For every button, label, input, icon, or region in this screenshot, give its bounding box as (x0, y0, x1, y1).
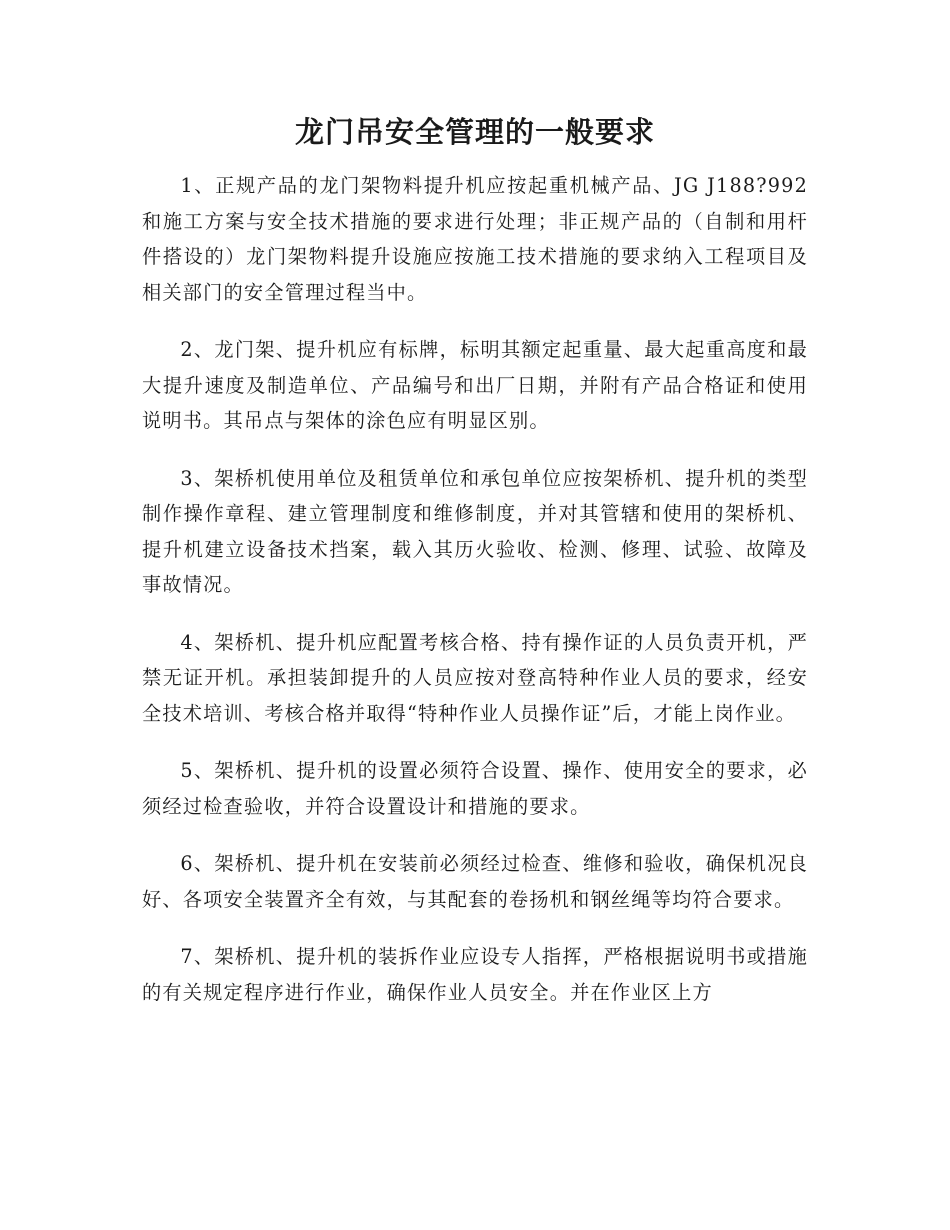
paragraph-7: 7、架桥机、提升机的装拆作业应设专人指挥，严格根据说明书或措施的有关规定程序进行作业，确保作业人员安全。并在作业区上方 (142, 945, 808, 1004)
paragraph-6: 6、架桥机、提升机在安装前必须经过检查、维修和验收，确保机况良好、各项安全装置齐全有效，与其配套的卷扬机和钢丝绳等均符合要求。 (142, 852, 808, 911)
paragraph-3: 3、架桥机使用单位及租赁单位和承包单位应按架桥机、提升机的类型制作操作章程、建立管理制度和维修制度，并对其管辖和使用的架桥机、提升机建立设备技术挡案，载入其历火验收、检测、修理、试验、故障及事故情况。 (142, 466, 808, 596)
document-body (142, 168, 808, 1032)
document-title: 龙门吊安全管理的一般要求 (294, 115, 655, 149)
paragraph-4: 4、架桥机、提升机应配置考核合格、持有操作证的人员负责开机，严禁无证开机。承担装卸提升的人员应按对登高特种作业人员的要求，经安全技术培训、考核合格并取得“特种作业人员操作证”后，才能上岗作业。 (142, 630, 808, 725)
paragraph-1: 1、正规产品的龙门架物料提升机应按起重机械产品、JG J188?992和施工方案与安全技术措施的要求进行处理；非正规产品的（自制和用杆件搭设的）龙门架物料提升设施应按施工技术措施的要求纳入工程项目及相关部门的安全管理过程当中。 (142, 174, 808, 304)
paragraph-5: 5、架桥机、提升机的设置必须符合设置、操作、使用安全的要求，必须经过检查验收，并符合设置设计和措施的要求。 (142, 759, 808, 818)
paragraph-2: 2、龙门架、提升机应有标牌，标明其额定起重量、最大起重高度和最大提升速度及制造单位、产品编号和出厂日期，并附有产品合格证和使用说明书。其吊点与架体的涂色应有明显区别。 (142, 338, 808, 432)
